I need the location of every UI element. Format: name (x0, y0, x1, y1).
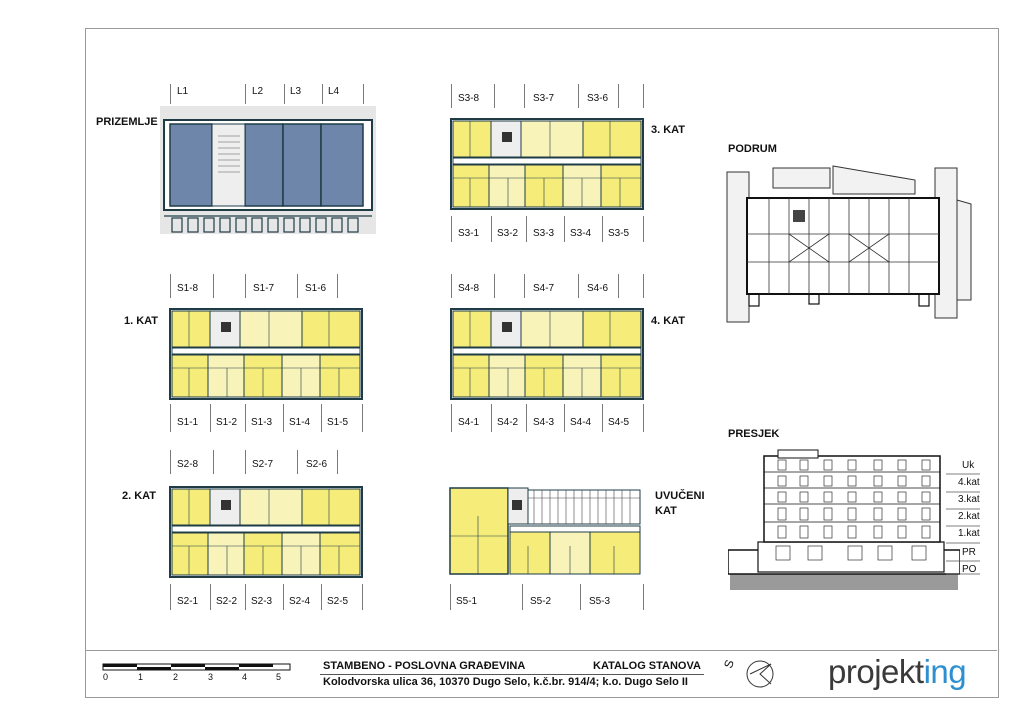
unit-label: S3-7 (533, 93, 555, 104)
unit-label: L1 (177, 86, 189, 97)
basement-title: PODRUM (728, 143, 777, 155)
unit-label: S2-7 (252, 459, 274, 470)
unit-label: S3-8 (458, 93, 480, 104)
penthouse-title: UVUČENI (655, 490, 705, 502)
unit-label: S1-6 (305, 283, 327, 294)
unit-label: S4-3 (533, 417, 555, 428)
project-address: Kolodvorska ulica 36, 10370 Dugo Selo, k.č.br. 914/4; k.o. Dugo Selo II (323, 676, 688, 688)
ground-floor-title: PRIZEMLJE (96, 116, 158, 128)
floor-4-title: 4. KAT (651, 315, 686, 327)
floor-4-plan (450, 308, 644, 400)
unit-label: S4-4 (570, 417, 592, 428)
floor-1-plan (169, 308, 363, 400)
level-label: PO (962, 564, 977, 575)
unit-label: S4-5 (608, 417, 630, 428)
unit-label: S3-2 (497, 228, 519, 239)
floor-2-title: 2. KAT (122, 490, 157, 502)
unit-label: S3-4 (570, 228, 592, 239)
unit-label: S4-8 (458, 283, 480, 294)
unit-label: S3-5 (608, 228, 630, 239)
unit-label: S4-2 (497, 417, 519, 428)
scale-tick: 3 (208, 672, 214, 682)
level-label: PR (962, 547, 976, 558)
unit-label: S1-7 (253, 283, 275, 294)
unit-label: S4-7 (533, 283, 555, 294)
unit-label: L2 (252, 86, 264, 97)
level-label: 4.kat (958, 477, 980, 488)
unit-label: S4-1 (458, 417, 480, 428)
unit-label: S1-8 (177, 283, 199, 294)
level-label: 3.kat (958, 494, 980, 505)
scale-bar (102, 660, 292, 676)
scale-tick: 4 (242, 672, 248, 682)
scale-tick: 2 (173, 672, 179, 682)
catalog-title: KATALOG STANOVA (593, 660, 701, 672)
floor-3-plan (450, 118, 644, 210)
unit-label: S2-2 (216, 596, 238, 607)
unit-label: S3-3 (533, 228, 555, 239)
scale-tick: 0 (103, 672, 109, 682)
unit-label: S1-5 (327, 417, 349, 428)
unit-label: S3-6 (587, 93, 609, 104)
scale-tick: 1 (138, 672, 144, 682)
project-name: STAMBENO - POSLOVNA GRAĐEVINA (323, 660, 526, 672)
floor-2-plan (169, 486, 363, 578)
north-arrow-icon (744, 656, 778, 690)
unit-label: S1-4 (289, 417, 311, 428)
unit-label: S3-1 (458, 228, 480, 239)
floor-1-title: 1. KAT (124, 315, 159, 327)
unit-label: S2-6 (306, 459, 328, 470)
unit-label: S2-5 (327, 596, 349, 607)
unit-label: S5-2 (530, 596, 552, 607)
level-lines (944, 470, 984, 576)
unit-label: S2-3 (251, 596, 273, 607)
section-drawing (728, 446, 960, 592)
unit-label: S1-1 (177, 417, 199, 428)
basement-plan (725, 160, 973, 326)
penthouse-plan (448, 486, 644, 576)
company-logo: projekting (828, 653, 967, 690)
unit-label: S4-6 (587, 283, 609, 294)
unit-label: L3 (290, 86, 302, 97)
unit-label: S1-2 (216, 417, 238, 428)
floor-3-title: 3. KAT (651, 124, 686, 136)
level-label: Uk (962, 460, 975, 471)
scale-tick: 5 (276, 672, 282, 682)
north-label: S (721, 657, 737, 671)
unit-label: S2-4 (289, 596, 311, 607)
unit-label: S1-3 (251, 417, 273, 428)
level-label: 2.kat (958, 511, 980, 522)
penthouse-title-2: KAT (655, 505, 677, 517)
unit-label: S2-8 (177, 459, 199, 470)
section-title: PRESJEK (728, 428, 780, 440)
unit-label: L4 (328, 86, 340, 97)
unit-label: S2-1 (177, 596, 199, 607)
level-label: 1.kat (958, 528, 980, 539)
ground-floor-plan (160, 106, 376, 234)
unit-label: S5-3 (589, 596, 611, 607)
unit-label: S5-1 (456, 596, 478, 607)
